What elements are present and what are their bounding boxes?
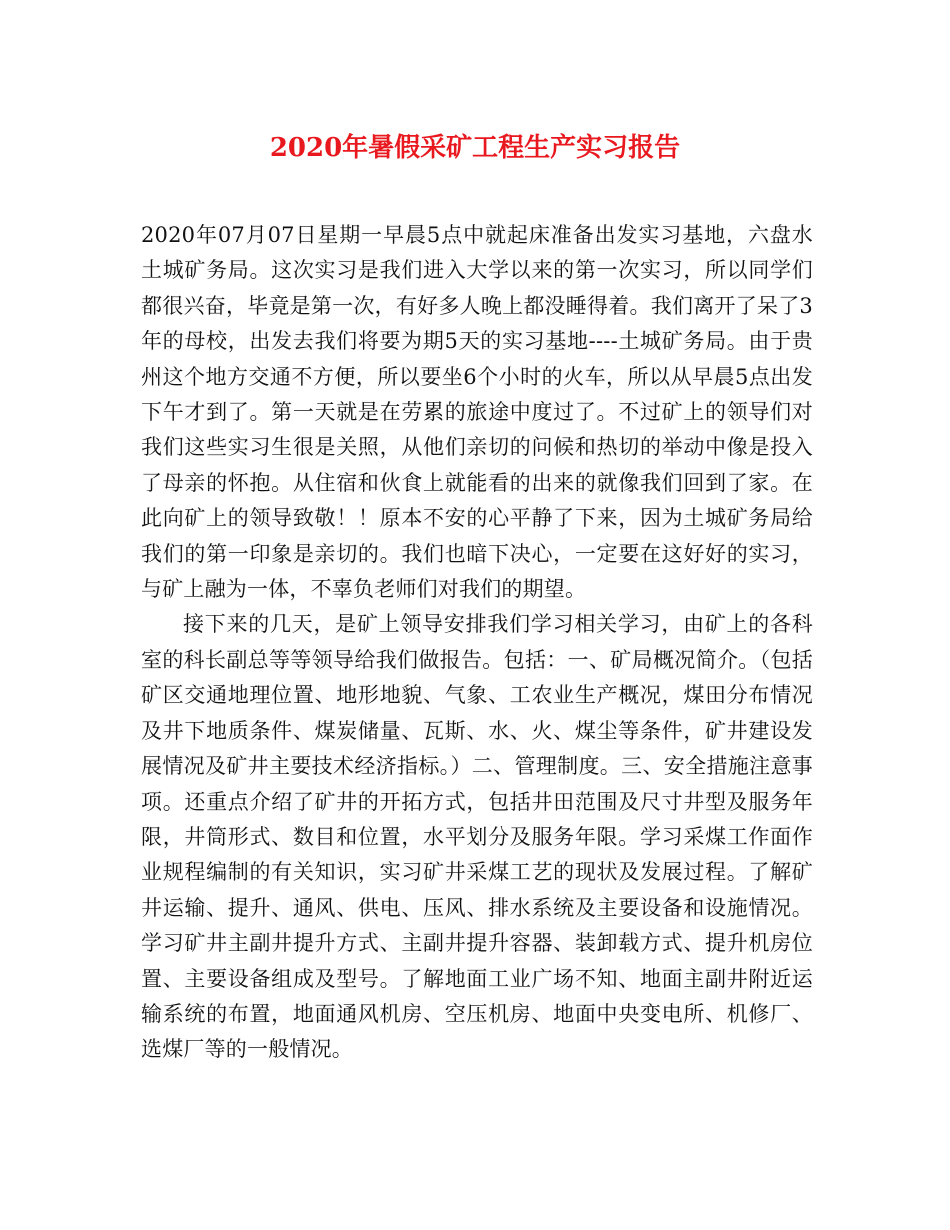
document-body xyxy=(141,218,813,1068)
document-title: 2020年暑假采矿工程生产实习报告 xyxy=(269,133,681,163)
paragraph-2: 接下来的几天，是矿上领导安排我们学习相关学习，由矿上的各科室的科长副总等等领导给我们做报告。包括：一、矿局概况简介。（包括矿区交通地理位置、地形地貌、气象、工农业生产概况，煤田分布情况及井下地质条件、煤炭储量、瓦斯、水、火、煤尘等条件，矿井建设发展情况及矿井主要技术经济指标。）二、管理制度。三、安全措施注意事项。还重点介绍了矿井的开拓方式，包括井田范围及尺寸井型及服务年限，井筒形式、数目和位置，水平划分及服务年限。学习采煤工作面作业规程编制的有关知识，实习矿井采煤工艺的现状及发展过程。了解矿井运输、提升、通风、供电、压风、排水系统及主要设备和设施情况。学习矿井主副井提升方式、主副井提升容器、装卸载方式、提升机房位置、主要设备组成及型号。了解地面工业广场不知、地面主副井附近运输系统的布置，地面通风机房、空压机房、地面中央变电所、机修厂、选煤厂等的一般情况。 xyxy=(141,612,813,1062)
paragraph-1: 2020年07月07日星期一早晨5点中就起床准备出发实习基地，六盘水土城矿务局。这次实习是我们进入大学以来的第一次实习，所以同学们都很兴奋，毕竟是第一次，有好多人晚上都没睡得着。我们离开了呆了3年的母校，出发去我们将要为期5天的实习基地----土城矿务局。由于贵州这个地方交通不方便，所以要坐6个小时的火车，所以从早晨5点出发下午才到了。第一天就是在劳累的旅途中度过了。不过矿上的领导们对我们这些实习生很是关照，从他们亲切的问候和热切的举动中像是投入了母亲的怀抱。从住宿和伙食上就能看的出来的就像我们回到了家。在此向矿上的领导致敬！！原本不安的心平静了下来，因为土城矿务局给我们的第一印象是亲切的。我们也暗下决心，一定要在这好好的实习，与矿上融为一体，不辜负老师们对我们的期望。 xyxy=(141,223,813,602)
